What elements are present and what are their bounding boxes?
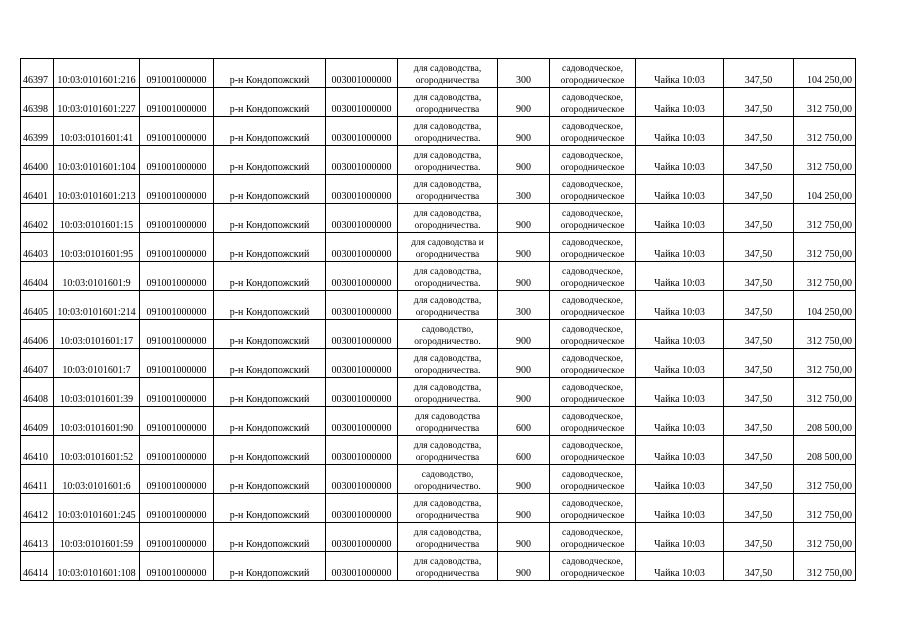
rate-cell: 347,50 [724, 378, 794, 407]
okato-code-cell: 091001000000 [140, 494, 214, 523]
oktmo-code-cell: 003001000000 [326, 146, 398, 175]
rate-cell: 347,50 [724, 204, 794, 233]
permitted-use-line-1: для садоводства, [413, 209, 482, 219]
cadastral-value-cell: 312 750,00 [794, 378, 856, 407]
cadastral-number-cell: 10:03:0101601:39 [54, 378, 140, 407]
record-number-cell: 46411 [21, 465, 54, 494]
land-category-cell [550, 552, 636, 581]
okato-code-cell: 091001000000 [140, 349, 214, 378]
permitted-use-cell [398, 204, 498, 233]
record-number-cell: 46399 [21, 117, 54, 146]
oktmo-code-cell: 003001000000 [326, 523, 398, 552]
table-row [21, 262, 856, 291]
land-category-cell [550, 436, 636, 465]
permitted-use-line-1: для садоводства, [413, 499, 482, 509]
permitted-use-line-2: огородничества. [414, 163, 481, 173]
table-row [21, 407, 856, 436]
permitted-use-line-1: для садоводства, [413, 441, 482, 451]
cadastral-value-cell: 104 250,00 [794, 59, 856, 88]
permitted-use-line-2: огородничества. [414, 221, 481, 231]
area-cell: 900 [498, 117, 550, 146]
record-number-cell: 46408 [21, 378, 54, 407]
land-category-cell [550, 175, 636, 204]
cadastral-value-cell: 312 750,00 [794, 494, 856, 523]
land-cadastral-table [20, 58, 856, 581]
rate-cell: 347,50 [724, 59, 794, 88]
area-cell: 900 [498, 378, 550, 407]
record-number-cell: 46413 [21, 523, 54, 552]
land-category-line-2: огородническое [560, 279, 625, 289]
cadastral-value-cell: 312 750,00 [794, 465, 856, 494]
area-cell: 900 [498, 204, 550, 233]
permitted-use-cell [398, 494, 498, 523]
area-cell: 900 [498, 349, 550, 378]
land-category-line-2: огородническое [560, 163, 625, 173]
permitted-use-line-2: огородничества [415, 192, 480, 202]
oktmo-code-cell: 003001000000 [326, 59, 398, 88]
oktmo-code-cell: 003001000000 [326, 465, 398, 494]
permitted-use-cell [398, 291, 498, 320]
cadastral-value-cell: 104 250,00 [794, 291, 856, 320]
land-category-line-1: садоводческое, [562, 296, 623, 306]
land-category-line-1: садоводческое, [562, 528, 623, 538]
land-category-cell [550, 320, 636, 349]
okato-code-cell: 091001000000 [140, 262, 214, 291]
land-category-line-2: огородническое [560, 482, 625, 492]
district-cell: р-н Кондопожский [214, 465, 326, 494]
permitted-use-cell [398, 407, 498, 436]
cadastral-value-cell: 312 750,00 [794, 349, 856, 378]
land-category-cell [550, 465, 636, 494]
permitted-use-line-2: огородничество. [414, 337, 481, 347]
zone-cell: Чайка 10:03 [636, 436, 724, 465]
rate-cell: 347,50 [724, 349, 794, 378]
permitted-use-line-1: для садоводства, [413, 383, 482, 393]
permitted-use-cell [398, 436, 498, 465]
rate-cell: 347,50 [724, 175, 794, 204]
permitted-use-line-1: для садоводства, [413, 557, 482, 567]
zone-cell: Чайка 10:03 [636, 117, 724, 146]
record-number-cell: 46404 [21, 262, 54, 291]
district-cell: р-н Кондопожский [214, 494, 326, 523]
area-cell: 900 [498, 523, 550, 552]
permitted-use-line-2: огородничества [415, 424, 480, 434]
area-cell: 600 [498, 407, 550, 436]
cadastral-number-cell: 10:03:0101601:7 [54, 349, 140, 378]
cadastral-value-cell: 312 750,00 [794, 262, 856, 291]
cadastral-value-cell: 312 750,00 [794, 204, 856, 233]
land-category-line-2: огородническое [560, 250, 625, 260]
land-category-cell [550, 523, 636, 552]
area-cell: 300 [498, 291, 550, 320]
land-category-line-1: садоводческое, [562, 122, 623, 132]
permitted-use-line-2: огородничества [415, 76, 480, 86]
district-cell: р-н Кондопожский [214, 204, 326, 233]
table-row [21, 378, 856, 407]
cadastral-value-cell: 312 750,00 [794, 523, 856, 552]
record-number-cell: 46410 [21, 436, 54, 465]
zone-cell: Чайка 10:03 [636, 88, 724, 117]
area-cell: 900 [498, 494, 550, 523]
permitted-use-cell [398, 349, 498, 378]
record-number-cell: 46400 [21, 146, 54, 175]
permitted-use-cell [398, 523, 498, 552]
permitted-use-line-2: огородничества [415, 569, 480, 579]
record-number-cell: 46405 [21, 291, 54, 320]
record-number-cell: 46398 [21, 88, 54, 117]
permitted-use-line-1: для садоводства, [413, 151, 482, 161]
table-row [21, 88, 856, 117]
rate-cell: 347,50 [724, 523, 794, 552]
permitted-use-line-2: огородничества [415, 511, 480, 521]
permitted-use-line-2: огородничества [415, 105, 480, 115]
zone-cell: Чайка 10:03 [636, 204, 724, 233]
okato-code-cell: 091001000000 [140, 436, 214, 465]
permitted-use-cell [398, 262, 498, 291]
land-category-cell [550, 494, 636, 523]
okato-code-cell: 091001000000 [140, 378, 214, 407]
land-category-line-1: садоводческое, [562, 325, 623, 335]
oktmo-code-cell: 003001000000 [326, 552, 398, 581]
land-category-cell [550, 204, 636, 233]
district-cell: р-н Кондопожский [214, 146, 326, 175]
land-category-line-2: огородническое [560, 453, 625, 463]
permitted-use-line-1: для садоводства, [413, 93, 482, 103]
land-category-cell [550, 262, 636, 291]
land-category-line-1: садоводческое, [562, 64, 623, 74]
district-cell: р-н Кондопожский [214, 552, 326, 581]
permitted-use-cell [398, 175, 498, 204]
record-number-cell: 46406 [21, 320, 54, 349]
land-category-line-2: огородническое [560, 337, 625, 347]
oktmo-code-cell: 003001000000 [326, 349, 398, 378]
table-row [21, 175, 856, 204]
oktmo-code-cell: 003001000000 [326, 175, 398, 204]
rate-cell: 347,50 [724, 494, 794, 523]
permitted-use-cell [398, 465, 498, 494]
area-cell: 900 [498, 88, 550, 117]
cadastral-value-cell: 312 750,00 [794, 146, 856, 175]
district-cell: р-н Кондопожский [214, 436, 326, 465]
table-row [21, 494, 856, 523]
permitted-use-line-1: для садоводства и [411, 238, 484, 248]
cadastral-number-cell: 10:03:0101601:9 [54, 262, 140, 291]
district-cell: р-н Кондопожский [214, 233, 326, 262]
land-category-cell [550, 233, 636, 262]
area-cell: 900 [498, 465, 550, 494]
permitted-use-cell [398, 378, 498, 407]
district-cell: р-н Кондопожский [214, 262, 326, 291]
permitted-use-line-2: огородничества [415, 250, 480, 260]
cadastral-value-cell: 312 750,00 [794, 320, 856, 349]
permitted-use-cell [398, 59, 498, 88]
okato-code-cell: 091001000000 [140, 146, 214, 175]
land-category-cell [550, 407, 636, 436]
land-category-cell [550, 146, 636, 175]
cadastral-number-cell: 10:03:0101601:15 [54, 204, 140, 233]
okato-code-cell: 091001000000 [140, 523, 214, 552]
permitted-use-cell [398, 552, 498, 581]
cadastral-value-cell: 312 750,00 [794, 552, 856, 581]
district-cell: р-н Кондопожский [214, 59, 326, 88]
table-row [21, 436, 856, 465]
land-category-line-2: огородническое [560, 569, 625, 579]
permitted-use-line-1: для садоводства, [413, 296, 482, 306]
okato-code-cell: 091001000000 [140, 291, 214, 320]
land-category-line-2: огородническое [560, 366, 625, 376]
permitted-use-line-2: огородничества. [414, 366, 481, 376]
zone-cell: Чайка 10:03 [636, 552, 724, 581]
land-category-line-1: садоводческое, [562, 180, 623, 190]
record-number-cell: 46401 [21, 175, 54, 204]
land-category-line-2: огородническое [560, 105, 625, 115]
okato-code-cell: 091001000000 [140, 117, 214, 146]
land-category-line-1: садоводческое, [562, 93, 623, 103]
cadastral-number-cell: 10:03:0101601:95 [54, 233, 140, 262]
district-cell: р-н Кондопожский [214, 349, 326, 378]
rate-cell: 347,50 [724, 117, 794, 146]
oktmo-code-cell: 003001000000 [326, 407, 398, 436]
permitted-use-line-1: для садоводства, [413, 354, 482, 364]
land-category-line-1: садоводческое, [562, 151, 623, 161]
table-row [21, 204, 856, 233]
okato-code-cell: 091001000000 [140, 175, 214, 204]
cadastral-value-cell: 208 500,00 [794, 407, 856, 436]
area-cell: 900 [498, 262, 550, 291]
cadastral-value-cell: 208 500,00 [794, 436, 856, 465]
area-cell: 300 [498, 59, 550, 88]
area-cell: 900 [498, 552, 550, 581]
table-row [21, 523, 856, 552]
land-category-line-1: садоводческое, [562, 412, 623, 422]
table-row [21, 465, 856, 494]
table-row [21, 117, 856, 146]
cadastral-number-cell: 10:03:0101601:6 [54, 465, 140, 494]
land-category-line-2: огородническое [560, 76, 625, 86]
zone-cell: Чайка 10:03 [636, 349, 724, 378]
okato-code-cell: 091001000000 [140, 59, 214, 88]
oktmo-code-cell: 003001000000 [326, 117, 398, 146]
oktmo-code-cell: 003001000000 [326, 378, 398, 407]
permitted-use-line-2: огородничества [415, 540, 480, 550]
zone-cell: Чайка 10:03 [636, 320, 724, 349]
zone-cell: Чайка 10:03 [636, 407, 724, 436]
rate-cell: 347,50 [724, 262, 794, 291]
rate-cell: 347,50 [724, 233, 794, 262]
okato-code-cell: 091001000000 [140, 204, 214, 233]
land-category-line-1: садоводческое, [562, 209, 623, 219]
area-cell: 900 [498, 233, 550, 262]
land-category-line-1: садоводческое, [562, 354, 623, 364]
cadastral-value-cell: 312 750,00 [794, 88, 856, 117]
cadastral-number-cell: 10:03:0101601:90 [54, 407, 140, 436]
zone-cell: Чайка 10:03 [636, 465, 724, 494]
cadastral-number-cell: 10:03:0101601:245 [54, 494, 140, 523]
land-category-line-2: огородническое [560, 395, 625, 405]
zone-cell: Чайка 10:03 [636, 291, 724, 320]
rate-cell: 347,50 [724, 320, 794, 349]
oktmo-code-cell: 003001000000 [326, 88, 398, 117]
oktmo-code-cell: 003001000000 [326, 291, 398, 320]
zone-cell: Чайка 10:03 [636, 175, 724, 204]
land-category-line-2: огородническое [560, 134, 625, 144]
land-category-line-2: огородническое [560, 540, 625, 550]
area-cell: 900 [498, 320, 550, 349]
land-category-line-1: садоводческое, [562, 470, 623, 480]
rate-cell: 347,50 [724, 436, 794, 465]
land-category-line-2: огородническое [560, 192, 625, 202]
rate-cell: 347,50 [724, 552, 794, 581]
permitted-use-line-2: огородничества. [414, 395, 481, 405]
zone-cell: Чайка 10:03 [636, 233, 724, 262]
area-cell: 600 [498, 436, 550, 465]
land-category-line-2: огородническое [560, 221, 625, 231]
cadastral-value-cell: 104 250,00 [794, 175, 856, 204]
table-row [21, 320, 856, 349]
table-row [21, 552, 856, 581]
zone-cell: Чайка 10:03 [636, 523, 724, 552]
permitted-use-line-1: садоводство, [421, 470, 474, 480]
table-row [21, 291, 856, 320]
land-category-line-2: огородническое [560, 424, 625, 434]
cadastral-number-cell: 10:03:0101601:227 [54, 88, 140, 117]
record-number-cell: 46402 [21, 204, 54, 233]
okato-code-cell: 091001000000 [140, 552, 214, 581]
cadastral-number-cell: 10:03:0101601:52 [54, 436, 140, 465]
area-cell: 300 [498, 175, 550, 204]
okato-code-cell: 091001000000 [140, 320, 214, 349]
permitted-use-cell [398, 88, 498, 117]
land-category-line-1: садоводческое, [562, 557, 623, 567]
permitted-use-line-1: садоводство, [421, 325, 474, 335]
cadastral-value-cell: 312 750,00 [794, 233, 856, 262]
table-row [21, 59, 856, 88]
cadastral-number-cell: 10:03:0101601:214 [54, 291, 140, 320]
permitted-use-line-1: для садоводства, [413, 528, 482, 538]
land-category-cell [550, 88, 636, 117]
record-number-cell: 46407 [21, 349, 54, 378]
cadastral-number-cell: 10:03:0101601:41 [54, 117, 140, 146]
cadastral-number-cell: 10:03:0101601:104 [54, 146, 140, 175]
permitted-use-line-2: огородничества [415, 453, 480, 463]
land-category-cell [550, 378, 636, 407]
zone-cell: Чайка 10:03 [636, 494, 724, 523]
record-number-cell: 46409 [21, 407, 54, 436]
rate-cell: 347,50 [724, 465, 794, 494]
permitted-use-cell [398, 320, 498, 349]
record-number-cell: 46397 [21, 59, 54, 88]
land-category-line-1: садоводческое, [562, 267, 623, 277]
okato-code-cell: 091001000000 [140, 88, 214, 117]
table-row [21, 233, 856, 262]
land-category-cell [550, 349, 636, 378]
land-category-line-2: огородническое [560, 511, 625, 521]
district-cell: р-н Кондопожский [214, 175, 326, 204]
land-category-line-1: садоводческое, [562, 238, 623, 248]
permitted-use-cell [398, 117, 498, 146]
district-cell: р-н Кондопожский [214, 320, 326, 349]
land-category-line-1: садоводческое, [562, 383, 623, 393]
land-category-cell [550, 291, 636, 320]
rate-cell: 347,50 [724, 88, 794, 117]
district-cell: р-н Кондопожский [214, 117, 326, 146]
permitted-use-line-2: огородничества. [414, 279, 481, 289]
okato-code-cell: 091001000000 [140, 465, 214, 494]
permitted-use-line-1: для садоводства [414, 412, 481, 422]
record-number-cell: 46414 [21, 552, 54, 581]
zone-cell: Чайка 10:03 [636, 262, 724, 291]
rate-cell: 347,50 [724, 291, 794, 320]
cadastral-number-cell: 10:03:0101601:17 [54, 320, 140, 349]
permitted-use-line-1: для садоводства, [413, 180, 482, 190]
cadastral-number-cell: 10:03:0101601:59 [54, 523, 140, 552]
land-category-line-1: садоводческое, [562, 499, 623, 509]
oktmo-code-cell: 003001000000 [326, 262, 398, 291]
district-cell: р-н Кондопожский [214, 523, 326, 552]
table-body [21, 59, 856, 581]
district-cell: р-н Кондопожский [214, 88, 326, 117]
district-cell: р-н Кондопожский [214, 378, 326, 407]
rate-cell: 347,50 [724, 146, 794, 175]
oktmo-code-cell: 003001000000 [326, 494, 398, 523]
land-category-line-2: огородническое [560, 308, 625, 318]
oktmo-code-cell: 003001000000 [326, 233, 398, 262]
permitted-use-cell [398, 233, 498, 262]
permitted-use-line-1: для садоводства, [413, 122, 482, 132]
okato-code-cell: 091001000000 [140, 233, 214, 262]
cadastral-number-cell: 10:03:0101601:213 [54, 175, 140, 204]
oktmo-code-cell: 003001000000 [326, 204, 398, 233]
cadastral-value-cell: 312 750,00 [794, 117, 856, 146]
zone-cell: Чайка 10:03 [636, 59, 724, 88]
oktmo-code-cell: 003001000000 [326, 436, 398, 465]
district-cell: р-н Кондопожский [214, 291, 326, 320]
record-number-cell: 46403 [21, 233, 54, 262]
permitted-use-line-1: для садоводства, [413, 267, 482, 277]
rate-cell: 347,50 [724, 407, 794, 436]
permitted-use-line-2: огородничества [415, 308, 480, 318]
permitted-use-cell [398, 146, 498, 175]
table-row [21, 146, 856, 175]
oktmo-code-cell: 003001000000 [326, 320, 398, 349]
land-category-cell [550, 59, 636, 88]
okato-code-cell: 091001000000 [140, 407, 214, 436]
land-category-line-1: садоводческое, [562, 441, 623, 451]
cadastral-number-cell: 10:03:0101601:216 [54, 59, 140, 88]
land-category-cell [550, 117, 636, 146]
permitted-use-line-2: огородничества. [414, 134, 481, 144]
table-row [21, 349, 856, 378]
permitted-use-line-2: огородничество. [414, 482, 481, 492]
area-cell: 900 [498, 146, 550, 175]
district-cell: р-н Кондопожский [214, 407, 326, 436]
permitted-use-line-1: для садоводства, [413, 64, 482, 74]
zone-cell: Чайка 10:03 [636, 378, 724, 407]
record-number-cell: 46412 [21, 494, 54, 523]
cadastral-number-cell: 10:03:0101601:108 [54, 552, 140, 581]
zone-cell: Чайка 10:03 [636, 146, 724, 175]
